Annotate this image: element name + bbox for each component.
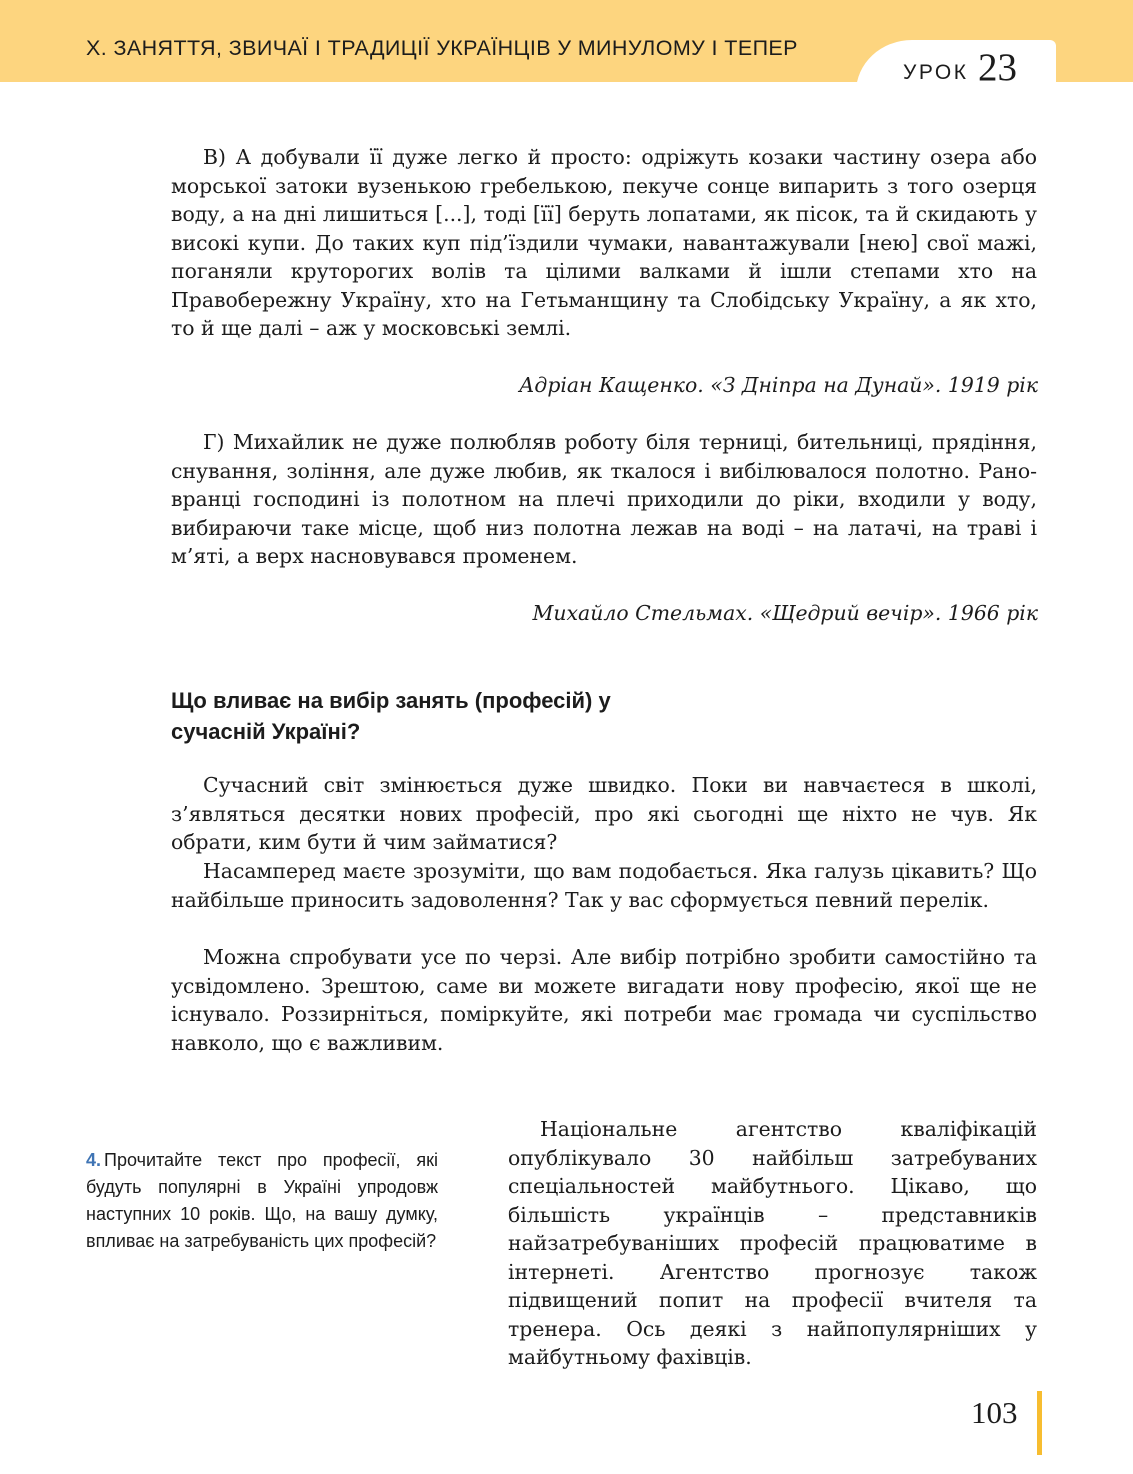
excerpt-v-text: В) А добували її дуже легко й просто: одріжуть козаки частину озера або морської затоки вузенькою гребелькою, пекуче сонце випарить з того озерця воду, а на дні лишиться [...], тоді [її] беруть лопатами, як пісок, та й скидають у високі купи. До таких куп під’їздили чумаки, навантажували [нею] свої мажі, поганяли круторогих волів та цілими валками й ішли степами хто на Правобережну Україну, хто на Гетьманщину та Слобідську Україну, а як хто, то й ще далі – аж у московські землі. [171,145,1037,340]
page-number: 103 [971,1395,1018,1430]
agency-paragraph: Національне агентство кваліфікацій опублікувало 30 найбільш затребуваних спеціальностей майбутнього. Цікаво, що більшість українців – представників найзатребуваніших професій працюватиме в інтернеті. Агентство прогнозує також підвищений попит на професії вчителя та тренера. Ось деякі з найпопулярніших у майбутньому фахівців. [508,1117,1037,1369]
page-number-bar [1037,1391,1042,1455]
lesson-number: 23 [978,46,1017,89]
excerpt-g-source: Михайло Стельмах. «Щедрий вечір». 1966 рік [532,601,1038,625]
section-paragraph-1: Сучасний світ змінюється дуже швидко. Поки ви навчаєтеся в школі, з’являться десятки нових професій, про які сьогодні ще ніхто не чув. Як обрати, ким бути й чим займатися? [171,773,1037,854]
task-block [86,1147,438,1255]
section-paragraph-3: Можна спробувати усе по черзі. Але вибір потрібно зробити самостійно та усвідомлено. Зрештою, саме ви можете вигадати нову професію, якої ще не існувало. Роззирніться, поміркуйте, які потреби має громада чи суспільство навколо, що є важливим. [171,945,1037,1055]
excerpt-g-text: Г) Михайлик не дуже полюбляв роботу біля терниці, бительниці, прядіння, снування, зоління, але дуже любив, як ткалося і вибілювалося полотно. Рано-вранці господині із полотном на плечі приходили до ріки, входили у воду, вибираючи таке місце, щоб низ полотна лежав на воді – на латачі, на траві і м’яті, а верх насновувався променем. [171,430,1037,568]
chapter-title: Х. ЗАНЯТТЯ, ЗВИЧАЇ І ТРАДИЦІЇ УКРАЇНЦІВ У МИНУЛОМУ І ТЕПЕР [86,36,798,60]
task-text: Прочитайте текст про професії, які будуть популярні в Україні упродовж наступних 10 років. Що, на вашу думку, впливає на затребуваність цих професій? [86,1150,438,1251]
excerpt-v-source: Адріан Кащенко. «З Дніпра на Дунай». 1919 рік [518,373,1038,397]
lesson-label: УРОК [903,61,969,84]
task-number: 4. [86,1150,102,1170]
section-paragraph-2: Насамперед маєте зрозуміти, що вам подобається. Яка галузь цікавить? Що найбільше приносить задоволення? Так у вас сформується певний перелік. [171,859,1037,912]
section-heading: Що вливає на вибір занять (професій) у сучасній Україні? [171,688,611,744]
